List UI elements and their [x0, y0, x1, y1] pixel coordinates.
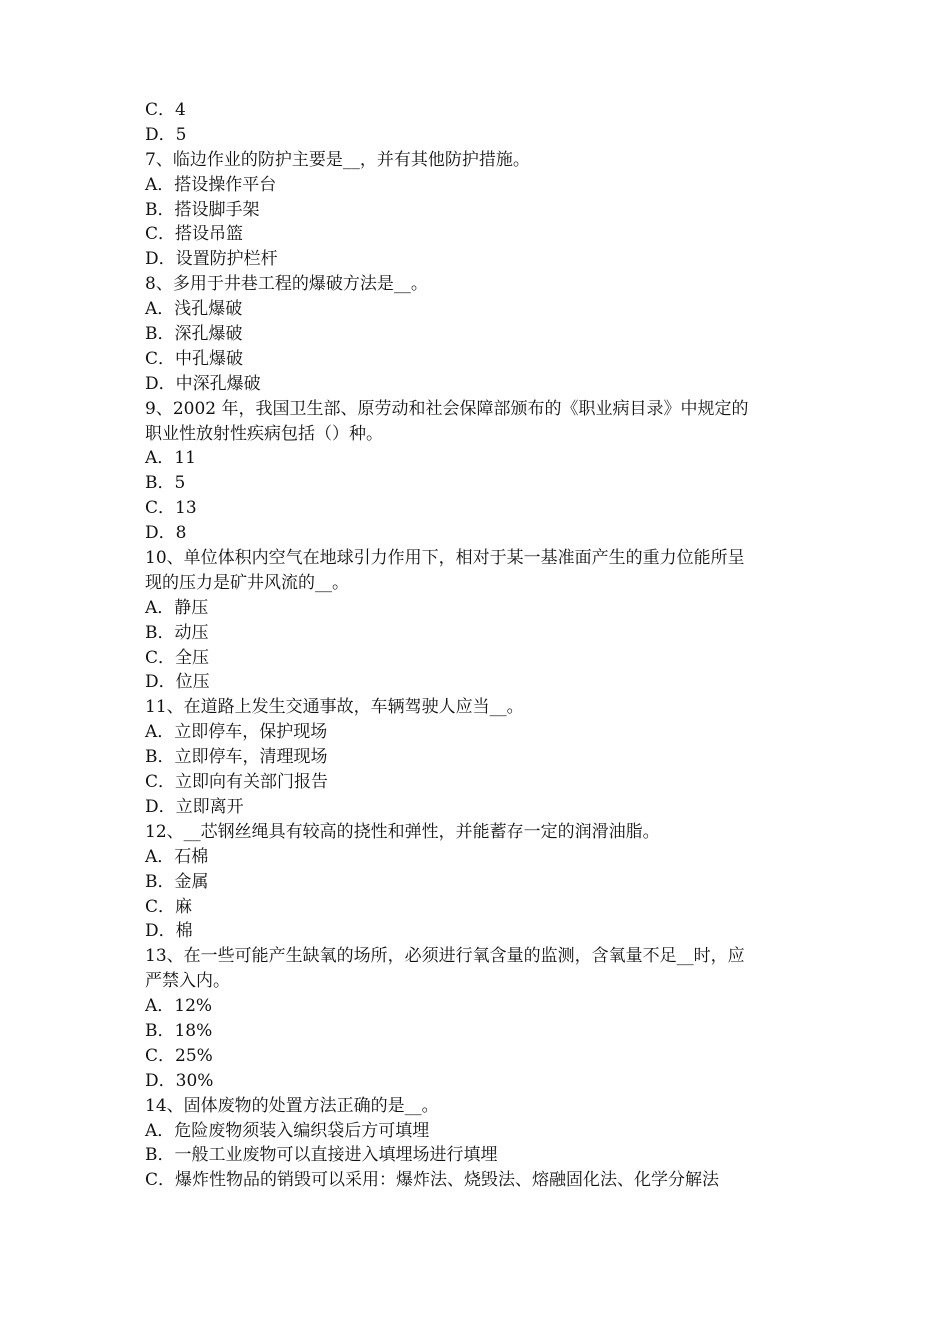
option-a-q10: A．静压 [145, 597, 209, 618]
option-d-q13: D．30% [145, 1070, 214, 1091]
question-9-line-1: 9、2002 年，我国卫生部、原劳动和社会保障部颁布的《职业病目录》中规定的 [145, 398, 749, 419]
document-text [145, 98, 810, 1193]
option-a-q9: A．11 [145, 448, 196, 469]
option-b-q11: B．立即停车，清理现场 [145, 747, 328, 768]
option-c-q7: C．搭设吊篮 [145, 224, 244, 245]
option-d-q7: D．设置防护栏杆 [145, 249, 278, 270]
option-b-q13: B．18% [145, 1020, 213, 1041]
option-c-q13: C．25% [145, 1045, 213, 1066]
option-d-q8: D．中深孔爆破 [145, 373, 261, 394]
option-c-q11: C．立即向有关部门报告 [145, 772, 329, 793]
option-c-q6: C．4 [145, 100, 186, 120]
option-c-q9: C．13 [145, 498, 197, 519]
option-b-q14: B．一般工业废物可以直接进入填埋场进行填埋 [145, 1145, 498, 1166]
option-b-q8: B．深孔爆破 [145, 324, 243, 345]
option-b-q10: B．动压 [145, 622, 209, 643]
option-d-q6: D．5 [145, 124, 187, 145]
option-c-q8: C．中孔爆破 [145, 348, 244, 369]
option-d-q12: D．棉 [145, 921, 193, 942]
question-10-line-2: 现的压力是矿井风流的__。 [145, 572, 349, 593]
option-c-q14: C．爆炸性物品的销毁可以采用：爆炸法、烧毁法、熔融固化法、化学分解法 [145, 1170, 720, 1191]
question-13-line-1: 13、在一些可能产生缺氧的场所，必须进行氧含量的监测，含氧量不足__时，应 [145, 946, 745, 967]
option-a-q7: A．搭设操作平台 [145, 174, 277, 195]
option-d-q9: D．8 [145, 523, 187, 544]
option-a-q11: A．立即停车，保护现场 [145, 722, 328, 743]
question-13-line-2: 严禁入内。 [145, 971, 230, 992]
option-a-q8: A．浅孔爆破 [145, 299, 243, 320]
option-d-q11: D．立即离开 [145, 796, 244, 817]
question-8: 8、多用于井巷工程的爆破方法是__。 [145, 274, 428, 295]
question-9-line-2: 职业性放射性疾病包括（）种。 [145, 423, 383, 444]
question-11: 11、在道路上发生交通事故，车辆驾驶人应当__。 [145, 697, 524, 718]
option-c-q10: C．全压 [145, 647, 210, 668]
question-14: 14、固体废物的处置方法正确的是__。 [145, 1095, 439, 1116]
option-d-q10: D．位压 [145, 672, 210, 693]
option-b-q7: B．搭设脚手架 [145, 199, 260, 220]
option-a-q12: A．石棉 [145, 846, 209, 867]
option-b-q12: B．金属 [145, 871, 209, 892]
option-c-q12: C．麻 [145, 896, 193, 917]
question-7: 7、临边作业的防护主要是__，并有其他防护措施。 [145, 149, 530, 170]
question-10-line-1: 10、单位体积内空气在地球引力作用下，相对于某一基准面产生的重力位能所呈 [145, 548, 745, 569]
option-a-q14: A．危险废物须装入编织袋后方可填埋 [145, 1120, 430, 1141]
question-12: 12、__芯钢丝绳具有较高的挠性和弹性，并能蓄存一定的润滑油脂。 [145, 821, 660, 842]
option-b-q9: B．5 [145, 473, 186, 494]
option-a-q13: A．12% [145, 996, 213, 1017]
